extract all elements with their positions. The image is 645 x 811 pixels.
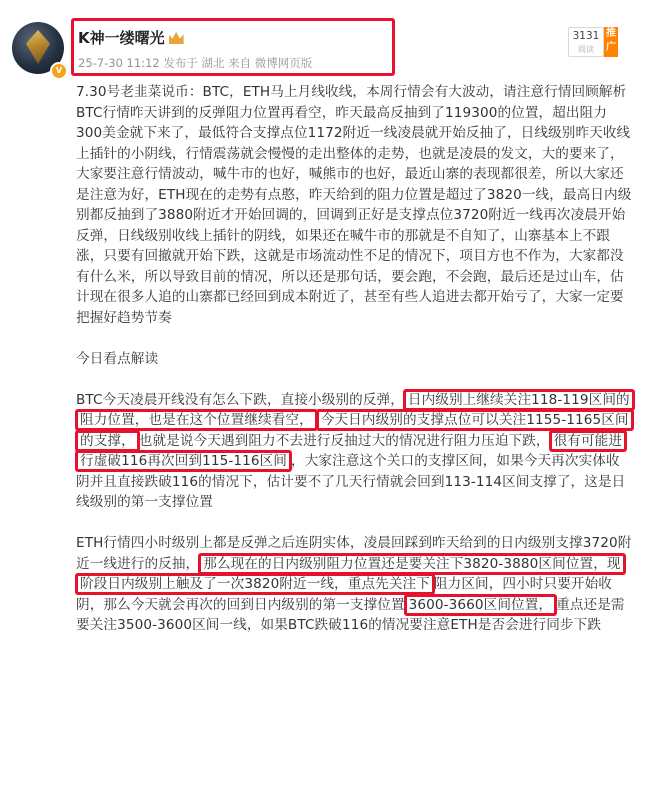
post-content (76, 82, 632, 636)
post-title: 7.30号老韭菜说币：BTC，ETH马上月线收线，本周行情会有大波动，请注意行情回顾解析 (76, 84, 627, 100)
eth-text-2: 阻力区间，四小时只要开始收阴，那么今天就会再次的回到日内级别的第一支撑位置 (76, 576, 612, 613)
ethereum-logo-icon (26, 30, 50, 64)
post-meta: 25-7-30 11:12 发布于 湖北 来自 微博网页版 (78, 56, 313, 70)
btc-text-3: ，大家注意这个关口的支撑区间，如果今天再次实体收阴并且直接跌破116的情况下，估计要不了几天行情就会回到113-114区间支撑了，这是日线级别的第一支撑位置 (76, 453, 626, 510)
crown-icon (169, 32, 184, 44)
verified-badge-icon: V (50, 62, 68, 80)
promote-button[interactable]: 推广 (604, 27, 618, 57)
highlight-eth-resistance: 那么现在的日内级别阻力位置还是要关注下3820-3880区间位置，现阶段日内级别上触及了一次3820附近一线，重点先关注下 (75, 553, 626, 596)
eth-text-3: 重点还是需要关注3500-3600区间一线，如果BTC跌破116的情况要注意ETH是否会进行同步下跌 (76, 596, 625, 633)
review-paragraph: BTC行情昨天讲到的反弹阻力位置再看空，昨天最高反抽到了119300的位置，超出阻力300美金就下来了，最低符合支撑点位1172附近一线凌晨就开始反抽了，日线级别昨天收线上插针的小阴线，行情震荡就会慢慢的走出整体的走势，也就是凌晨的发文，大的要来了，大家要注意行情波动，喊牛市的也好，喊熊市的也好，最近山寨的表现都很差，所以大家还是注意为好，ETH现在的走势有点憨，昨天给到的阻力位置是超过了3820一线，最高日内级别都反抽到了3880附近才开始回调的，回调到正好是支撑点位3720附近一线再次凌晨开始反弹，日线级别收线上插针的阴线，如果还在喊牛市的那就是不自知了，山寨基本上不跟涨，只要有回撤就开始下跌，这就是市场流动性不足的情况下，项目方也不作为，大家都没有什么米，所以导致目前的情况，所以还是那句话，要会跑，不会跑，最后还是过山车，估计现在很多人追的山寨都已经回到成本附近了，甚至有些人追进去都开始亏了，大家一定要把握好趋势节奏 (76, 104, 632, 326)
eth-paragraph (76, 533, 632, 636)
highlight-btc-fakebreak: 很有可能进行虚破116再次回到115-116区间 (75, 430, 627, 473)
read-count-box (568, 27, 604, 57)
highlight-btc-support: 今天日内级别的支撑点位可以关注1155-1165区间的支撑， (75, 409, 634, 452)
eth-text-1: ETH行情四小时级别上都是反弹之后连阴实体，凌晨回踩到昨天给到的日内级别支撑3720附近一线进行的反抽， (76, 535, 632, 572)
read-label: 阅读 (578, 45, 594, 54)
btc-paragraph (76, 390, 632, 513)
highlight-eth-support: 3600-3660区间位置， (404, 594, 557, 616)
today-heading: 今日看点解读 (76, 350, 159, 367)
btc-text-1: BTC今天凌晨开线没有怎么下跌，直接小级别的反弹， (76, 391, 404, 408)
btc-text-2: 也就是说今天遇到阻力不去进行反抽过大的情况进行阻力压迫下跌， (138, 432, 550, 449)
read-count: 3131 (572, 30, 600, 42)
author-name[interactable] (78, 27, 184, 48)
author-name-text[interactable]: K神一缕曙光 (78, 29, 165, 47)
post-header (0, 0, 645, 88)
highlight-btc-resistance: 日内级别上继续关注118-119区间的阻力位置，也是在这个位置继续看空， (75, 389, 635, 432)
